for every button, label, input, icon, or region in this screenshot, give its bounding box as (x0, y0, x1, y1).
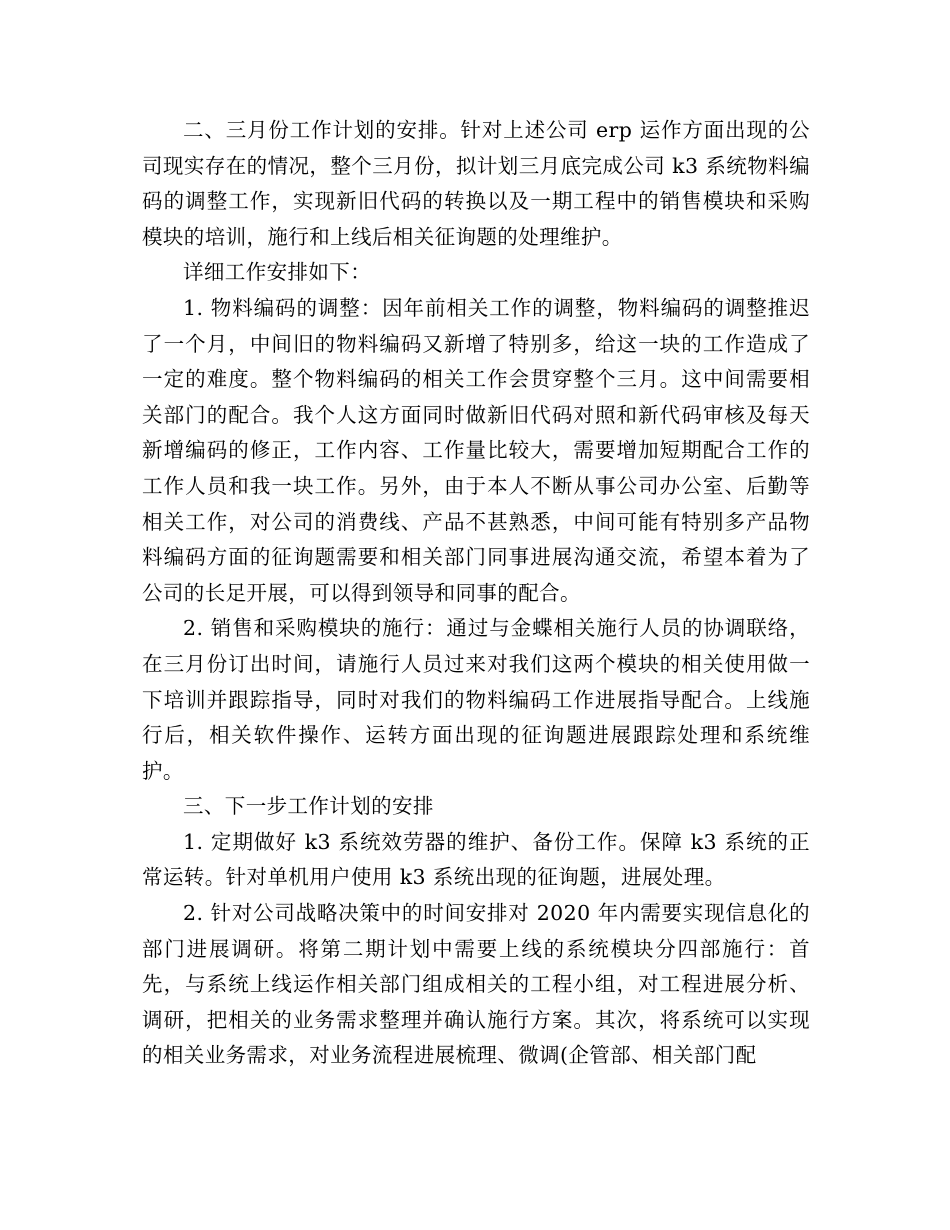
paragraph-item-strategy-research: 2. 针对公司战略决策中的时间安排对 2020 年内需要实现信息化的部门进展调研。将第二期计划中需要上线的系统模块分四部施行：首先，与系统上线运作相关部门组成相关的工程小组，对工程进展分析、调研，把相关的业务需求整理并确认施行方案。其次，将系统可以实现的相关业务需求，对业务流程进展梳理、微调(企管部、相关部门配 (142, 901, 810, 1068)
paragraph-item-k3-maintenance: 1. 定期做好 k3 系统效劳器的维护、备份工作。保障 k3 系统的正常运转。针对单机用户使用 k3 系统出现的征询题，进展处理。 (142, 829, 810, 890)
paragraph-march-plan: 二、三月份工作计划的安排。针对上述公司 erp 运作方面出现的公司现实存在的情况，整个三月份，拟计划三月底完成公司 k3 系统物料编码的调整工作，实现新旧代码的转换以及一期工程中的销售模块和采购模块的培训，施行和上线后相关征询题的处理维护。 (142, 118, 810, 249)
document-page (142, 113, 810, 1074)
paragraph-detail-heading: 详细工作安排如下： (183, 260, 372, 285)
paragraph-item-material-coding: 1. 物料编码的调整：因年前相关工作的调整，物料编码的调整推迟了一个月，中间旧的物料编码又新增了特别多，给这一块的工作造成了一定的难度。整个物料编码的相关工作会贯穿整个三月。这中间需要相关部门的配合。我个人这方面同时做新旧代码对照和新代码审核及每天新增编码的修正，工作内容、工作量比较大，需要增加短期配合工作的工作人员和我一块工作。另外，由于本人不断从事公司办公室、后勤等相关工作，对公司的消费线、产品不甚熟悉，中间可能有特别多产品物料编码方面的征询题需要和相关部门同事进展沟通交流，希望本着为了公司的长足开展，可以得到领导和同事的配合。 (142, 295, 810, 605)
paragraph-next-step-heading: 三、下一步工作计划的安排 (183, 794, 434, 819)
paragraph-item-sales-purchase: 2. 销售和采购模块的施行：通过与金蝶相关施行人员的协调联络，在三月份订出时间，请施行人员过来对我们这两个模块的相关使用做一下培训并跟踪指导，同时对我们的物料编码工作进展指导配合。上线施行后，相关软件操作、运转方面出现的征询题进展跟踪处理和系统维护。 (142, 616, 810, 783)
